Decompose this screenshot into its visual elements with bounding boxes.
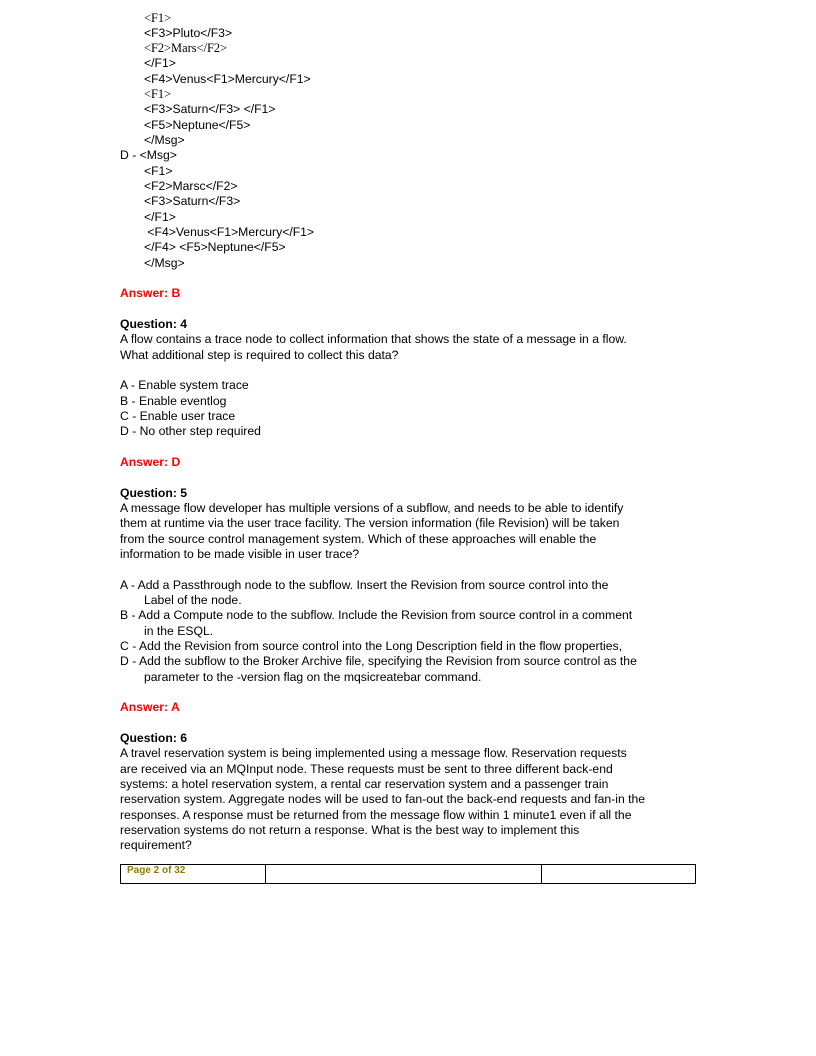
code-line: <F4>Venus<F1>Mercury</F1> [144, 225, 315, 239]
question-text: A travel reservation system is being implemented using a message flow. Reservation requests [120, 746, 627, 760]
question-text: reservation system. Aggregate nodes will be used to fan-out the back-end requests and fan-in the [120, 792, 646, 806]
answer-label: Answer: B [120, 286, 181, 300]
question-text: are received via an MQInput node. These requests must be sent to three different back-end [120, 762, 613, 776]
question-text: requirement? [120, 838, 192, 852]
question-title: Question: 5 [120, 486, 188, 500]
footer-cell-middle [266, 865, 542, 883]
code-line: </Msg> [144, 256, 185, 270]
question-text: What additional step is required to collect this data? [120, 348, 399, 362]
option-d-label: D - <Msg> [120, 148, 177, 162]
answer-label: Answer: D [120, 455, 181, 469]
answer-label: Answer: A [120, 700, 180, 714]
question-text: them at runtime via the user trace facility. The version information (file Revision) will be taken [120, 516, 620, 530]
code-line: </F1> [144, 210, 176, 224]
option-text: C - Enable user trace [120, 409, 236, 423]
code-line: </Msg> [144, 133, 185, 147]
code-line: </F4> <F5>Neptune</F5> [144, 240, 286, 254]
option-text: A - Enable system trace [120, 378, 249, 392]
code-line: <F1> [144, 87, 172, 101]
question-title: Question: 4 [120, 317, 188, 331]
option-text: Label of the node. [144, 593, 242, 607]
option-text: B - Add a Compute node to the subflow. Include the Revision from source control in a comment [120, 608, 633, 622]
question-title: Question: 6 [120, 731, 188, 745]
option-text: D - No other step required [120, 424, 261, 438]
code-line: <F1> [144, 11, 172, 25]
code-line: <F3>Saturn</F3> </F1> [144, 102, 276, 116]
question-text: reservation systems do not return a response. What is the best way to implement this [120, 823, 580, 837]
option-text: parameter to the -version flag on the mqsicreatebar command. [144, 670, 482, 684]
code-line: <F5>Neptune</F5> [144, 118, 251, 132]
option-text: in the ESQL. [144, 624, 214, 638]
code-line: <F2>Marsc</F2> [144, 179, 238, 193]
question-text: A flow contains a trace node to collect information that shows the state of a message in a flow. [120, 332, 627, 346]
page-footer [120, 864, 696, 884]
option-text: B - Enable eventlog [120, 394, 227, 408]
code-line: <F3>Pluto</F3> [144, 26, 233, 40]
option-text: A - Add a Passthrough node to the subflow. Insert the Revision from source control into the [120, 578, 609, 592]
question-text: systems: a hotel reservation system, a rental car reservation system and a passenger train [120, 777, 609, 791]
question-text: responses. A response must be returned from the message flow within 1 minute1 even if all the [120, 808, 632, 822]
code-line: </F1> [144, 56, 176, 70]
footer-cell-right [542, 865, 695, 883]
page-number: Page 2 of 32 [127, 865, 186, 876]
question-text: information to be made visible in user trace? [120, 547, 360, 561]
option-text: C - Add the Revision from source control into the Long Description field in the flow properties, [120, 639, 622, 653]
question-text: from the source control management system. Which of these approaches will enable the [120, 532, 597, 546]
question-text: A message flow developer has multiple versions of a subflow, and needs to be able to identify [120, 501, 624, 515]
code-line: <F3>Saturn</F3> [144, 194, 241, 208]
code-line: <F1> [144, 164, 173, 178]
code-line: <F4>Venus<F1>Mercury</F1> [144, 72, 311, 86]
option-text: D - Add the subflow to the Broker Archive file, specifying the Revision from source control as the [120, 654, 637, 668]
footer-cell-page [121, 865, 266, 883]
code-line: <F2>Mars</F2> [144, 41, 228, 55]
